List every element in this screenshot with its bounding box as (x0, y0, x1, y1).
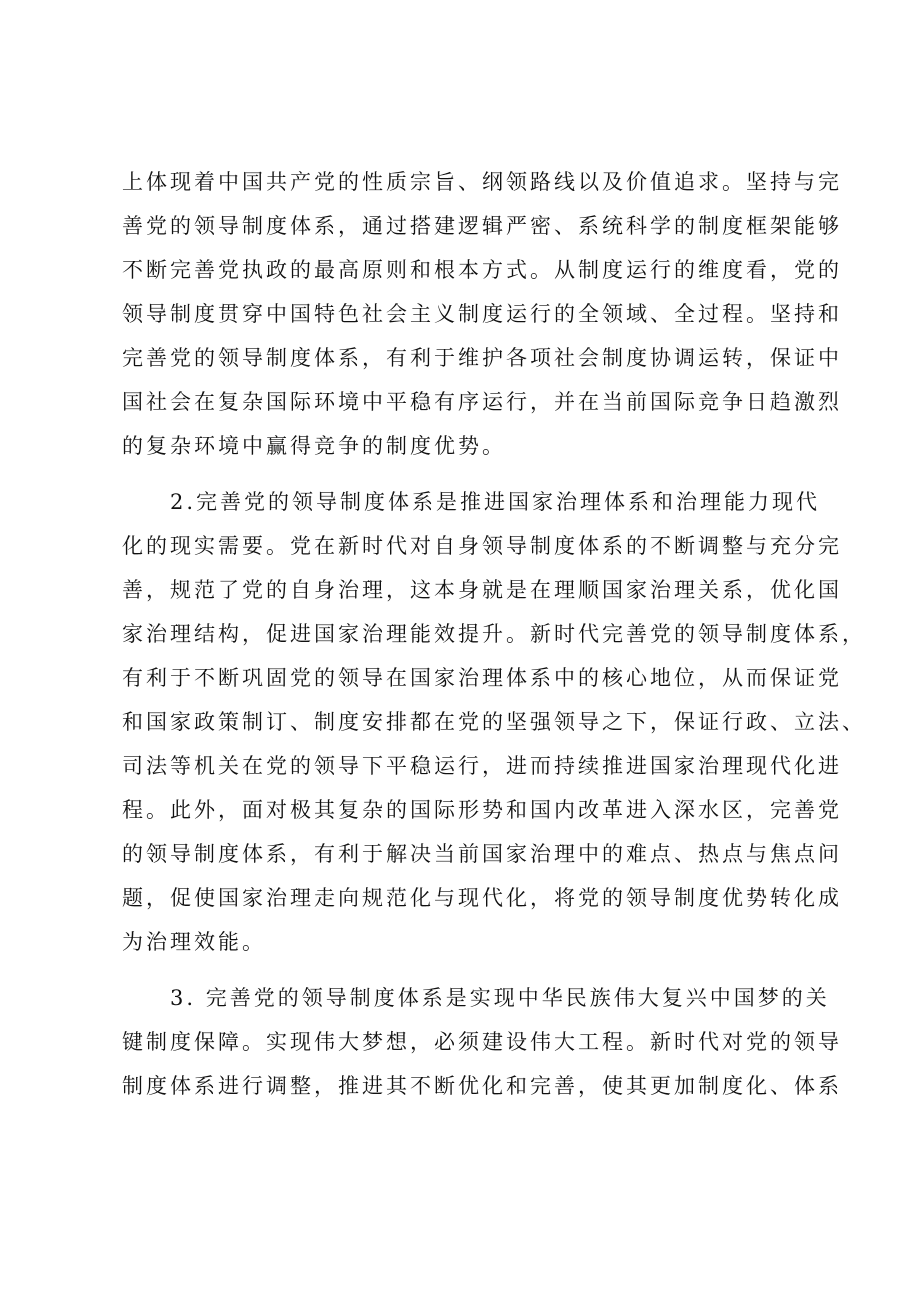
text-line: 和国家政策制订、制度安排都在党的坚强领导之下，保证行政、立法、 (122, 710, 866, 734)
text-line: 有利于不断巩固党的领导在国家治理体系中的核心地位，从而保证党 (122, 666, 842, 690)
text-line: 完善党的领导制度体系，有利于维护各项社会制度协调运转，保证中 (122, 346, 842, 370)
paragraph-1 (122, 160, 842, 468)
text-line: 键制度保障。实现伟大梦想，必须建设伟大工程。新时代对党的领导 (122, 1030, 842, 1054)
paragraph-3 (122, 976, 842, 1108)
text-line: 善，规范了党的自身治理，这本身就是在理顺国家治理关系，优化国 (122, 578, 842, 602)
paragraph-gap (122, 964, 802, 976)
text-line: 国社会在复杂国际环境中平稳有序运行，并在当前国际竞争日趋激烈 (122, 390, 842, 414)
document-body (122, 160, 866, 1108)
paragraph-gap (122, 468, 802, 480)
text-line: 上体现着中国共产党的性质宗旨、纲领路线以及价值追求。坚持与完 (122, 170, 842, 194)
text-line: 善党的领导制度体系，通过搭建逻辑严密、系统科学的制度框架能够 (122, 214, 842, 238)
text-line: 不断完善党执政的最高原则和根本方式。从制度运行的维度看，党的 (122, 258, 842, 282)
text-line: 化的现实需要。党在新时代对自身领导制度体系的不断调整与充分完 (122, 534, 842, 558)
text-line: 为治理效能。 (122, 930, 266, 954)
text-line: 2.完善党的领导制度体系是推进国家治理体系和治理能力现代 (170, 490, 821, 514)
text-line: 的领导制度体系，有利于解决当前国家治理中的难点、热点与焦点问 (122, 842, 842, 866)
text-line: 家治理结构，促进国家治理能效提升。新时代完善党的领导制度体系， (122, 622, 866, 646)
paragraph-2 (122, 480, 866, 964)
text-line: 的复杂环境中赢得竞争的制度优势。 (122, 434, 506, 458)
text-line: 程。此外，面对极其复杂的国际形势和国内改革进入深水区，完善党 (122, 798, 842, 822)
text-line: 制度体系进行调整，推进其不断优化和完善，使其更加制度化、体系 (122, 1074, 842, 1098)
text-line: 司法等机关在党的领导下平稳运行，进而持续推进国家治理现代化进 (122, 754, 842, 778)
text-line: 题，促使国家治理走向规范化与现代化，将党的领导制度优势转化成 (122, 886, 842, 910)
text-line: 3. 完善党的领导制度体系是实现中华民族伟大复兴中国梦的关 (170, 986, 830, 1010)
text-line: 领导制度贯穿中国特色社会主义制度运行的全领域、全过程。坚持和 (122, 302, 842, 326)
